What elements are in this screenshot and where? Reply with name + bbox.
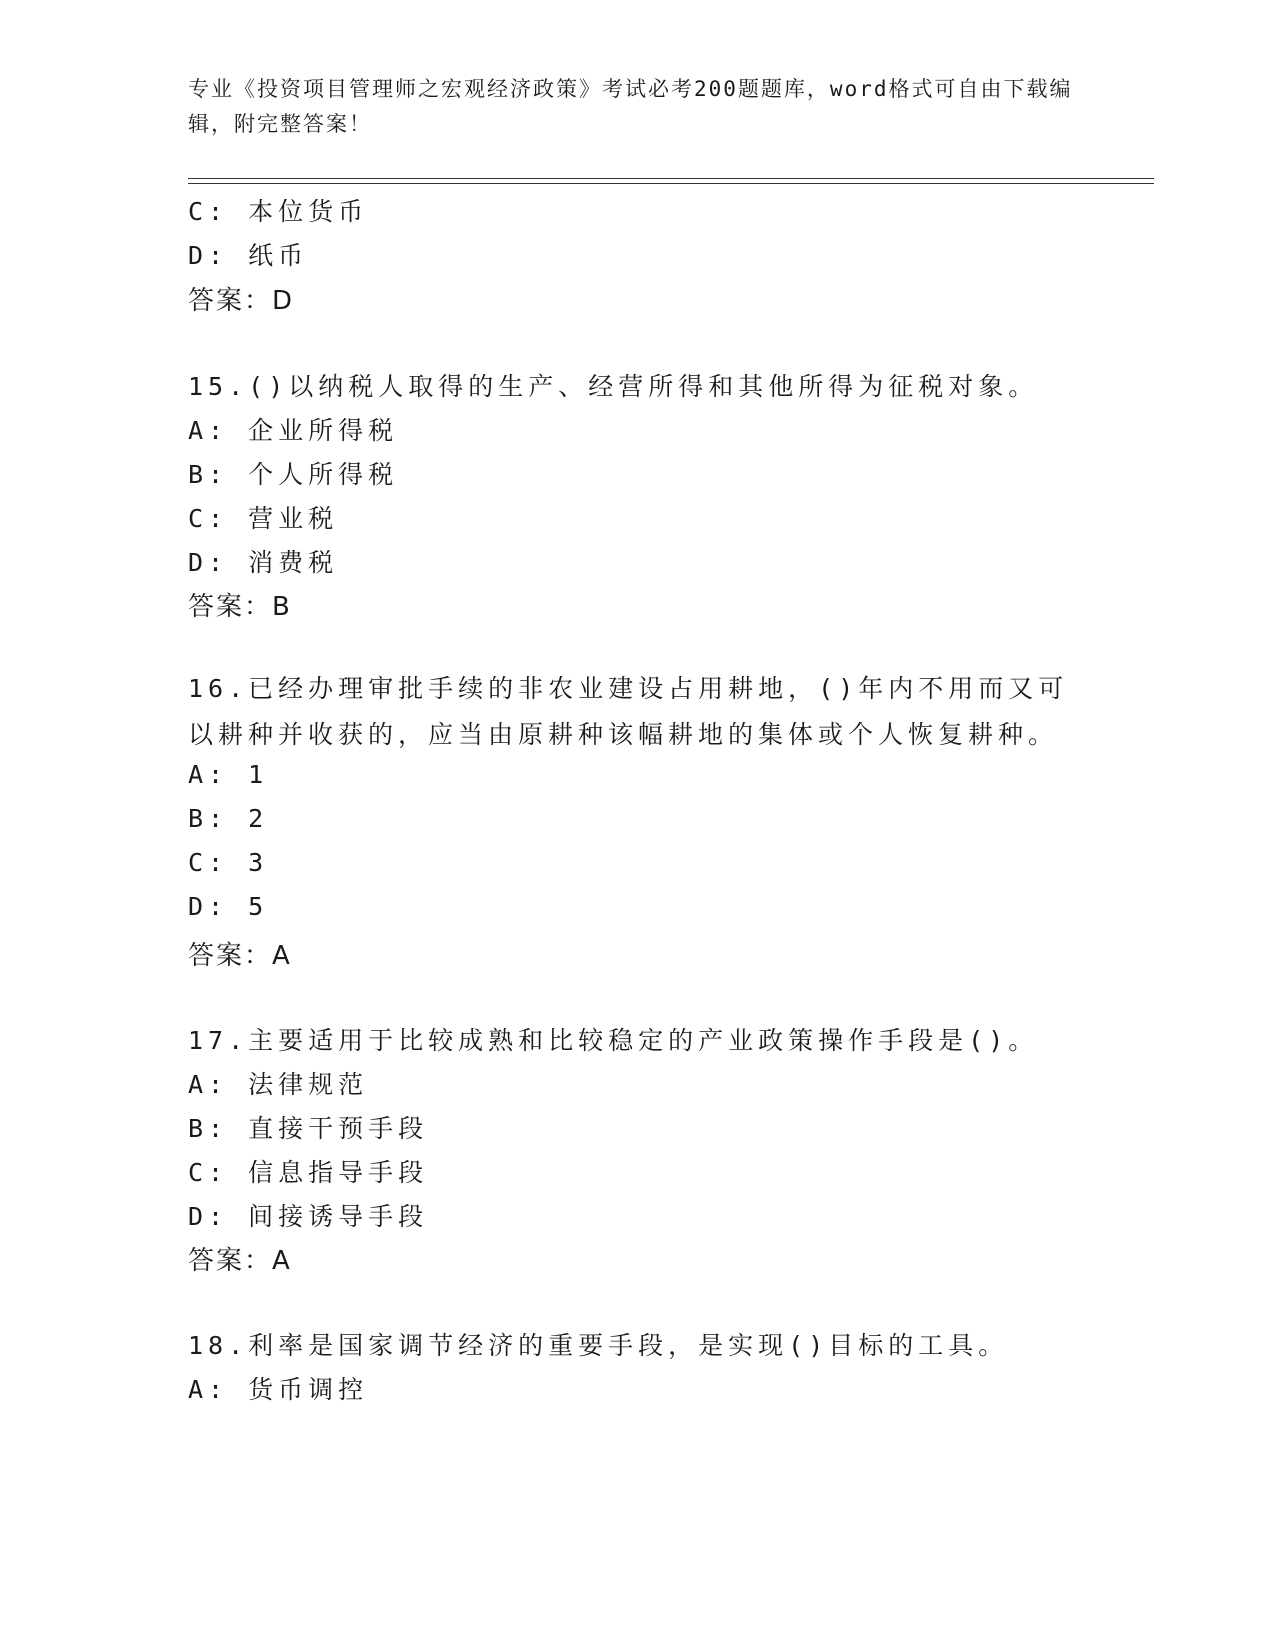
q17-option-d: D: 间接诱导手段 xyxy=(188,1202,429,1231)
q17-answer: 答案：A xyxy=(188,1246,292,1276)
q16-answer: 答案：A xyxy=(188,941,292,971)
q15-option-b: B: 个人所得税 xyxy=(188,460,399,489)
q17-option-b: B: 直接干预手段 xyxy=(188,1114,429,1143)
q14-option-c: C: 本位货币 xyxy=(188,197,369,226)
q15-option-c: C: 营业税 xyxy=(188,504,339,533)
q16-option-a: A: 1 xyxy=(188,760,269,789)
q18-question: 18.利率是国家调节经济的重要手段，是实现()目标的工具。 xyxy=(188,1331,1009,1360)
q18-option-a: A: 货币调控 xyxy=(188,1375,369,1404)
q15-question: 15.()以纳税人取得的生产、经营所得和其他所得为征税对象。 xyxy=(188,372,1039,401)
q17-option-a: A: 法律规范 xyxy=(188,1070,369,1099)
q16-option-b: B: 2 xyxy=(188,804,269,833)
q15-option-d: D: 消费税 xyxy=(188,548,339,577)
q17-question: 17.主要适用于比较成熟和比较稳定的产业政策操作手段是()。 xyxy=(188,1026,1039,1055)
q16-question: 16.已经办理审批手续的非农业建设占用耕地，()年内不用而又可以耕种并收获的，应当由原耕种该幅耕地的集体或个人恢复耕种。 xyxy=(188,674,1069,749)
header-divider-top xyxy=(188,178,1154,179)
q16-option-c: C: 3 xyxy=(188,848,269,877)
header-divider-bottom xyxy=(188,183,1154,184)
q16-option-d: D: 5 xyxy=(188,892,269,921)
document-header: 专业《投资项目管理师之宏观经济政策》考试必考200题题库，word格式可自由下载编辑，附完整答案！ xyxy=(188,77,1073,136)
q14-option-d: D: 纸币 xyxy=(188,241,309,270)
q17-option-c: C: 信息指导手段 xyxy=(188,1158,429,1187)
q15-answer: 答案：B xyxy=(188,592,292,622)
q14-answer: 答案：D xyxy=(188,286,295,316)
q15-option-a: A: 企业所得税 xyxy=(188,416,399,445)
